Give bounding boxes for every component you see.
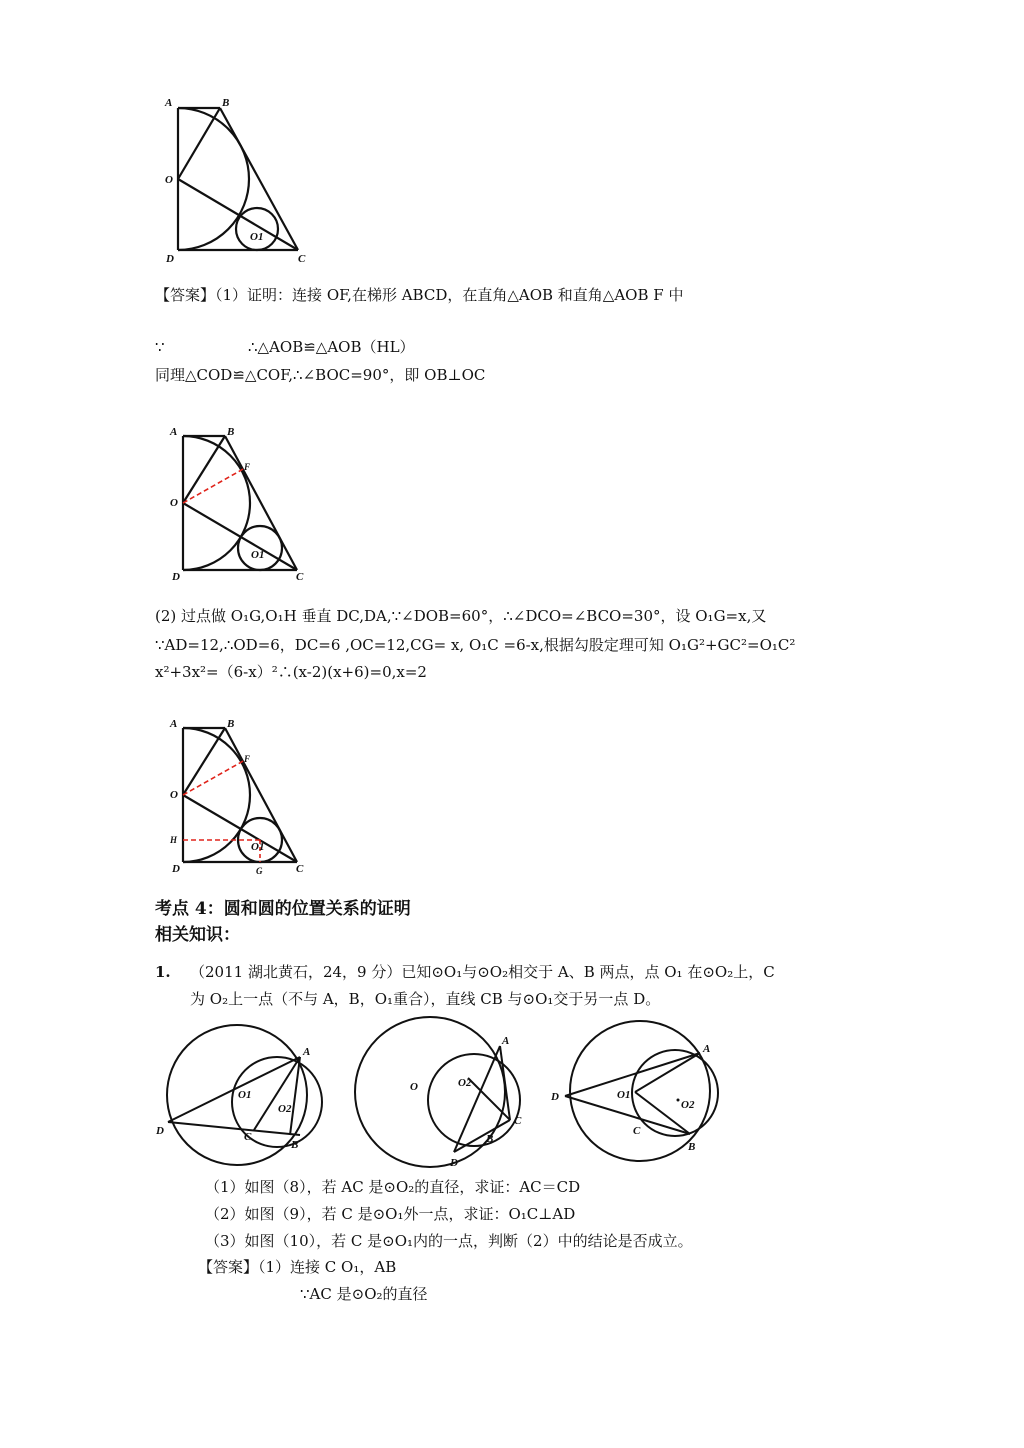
answer1-line2: ∴△AOB≌△AOB（HL） <box>248 338 415 356</box>
trapezoid-figure-2 <box>165 420 325 590</box>
label-c: C <box>296 863 304 875</box>
dashed-of <box>183 468 245 503</box>
label-o: O <box>410 1081 418 1093</box>
answer1-line1: 【答案】（1）证明：连接 OF,在梯形 ABCD，在直角△AOB 和直角△AOB F 中 <box>155 286 684 304</box>
label-o2: O2 <box>458 1077 472 1089</box>
label-d: D <box>450 1157 458 1169</box>
label-a: A <box>303 1046 311 1058</box>
label-b: B <box>227 718 235 730</box>
label-c: C <box>633 1125 641 1137</box>
answer2-line3: x²+3x²=（6-x）²∴(x-2)(x+6)=0,x=2 <box>155 663 427 681</box>
problem-line2: 为 O₂上一点（不与 A，B，O₁重合），直线 CB 与⊙O₁交于另一点 D。 <box>190 990 661 1008</box>
label-a: A <box>170 426 178 438</box>
label-o: O <box>170 789 178 801</box>
circle-o1 <box>236 208 278 250</box>
problem-line1: （2011 湖北黄石，24，9 分）已知⊙O₁与⊙O₂相交于 A、B 两点，点 O₁ 在⊙O₂上，C <box>190 963 775 981</box>
semicircle-arc <box>178 108 249 250</box>
question-3: （3）如图（10），若 C 是⊙O₁内的一点，判断（2）中的结论是否成立。 <box>205 1232 693 1250</box>
label-f: F <box>244 462 251 472</box>
answer1-line3: 同理△COD≌△COF,∴∠BOC=90°，即 OB⊥OC <box>155 366 486 384</box>
circle-figure-10 <box>545 1018 735 1168</box>
label-o: O <box>170 497 178 509</box>
circle-figure-8 <box>152 1022 342 1172</box>
label-d: D <box>172 863 180 875</box>
section-title: 考点 4：圆和圆的位置关系的证明 <box>155 899 411 919</box>
answer2-line2: ∵AD=12,∴OD=6，DC=6 ,OC=12,CG= x, O₁C =6-x,根据勾股定理可知 O₁G²+GC²=O₁C² <box>155 636 796 654</box>
answer2-line1: (2) 过点做 O₁G,O₁H 垂直 DC,DA,∵∠DOB=60°，∴∠DCO=∠BCO=30°，设 O₁G=x,又 <box>155 607 767 625</box>
question-1: （1）如图（8），若 AC 是⊙O₂的直径，求证：AC＝CD <box>205 1178 581 1196</box>
label-o1: O1 <box>238 1089 252 1101</box>
label-o1: O1 <box>250 231 264 243</box>
label-a: A <box>165 97 173 109</box>
label-c: C <box>296 571 304 583</box>
because-symbol: ∵ <box>155 338 165 356</box>
section-subtitle: 相关知识： <box>155 925 240 945</box>
answer-line2: ∵AC 是⊙O₂的直径 <box>300 1285 428 1303</box>
label-a: A <box>502 1035 510 1047</box>
problem-number: 1. <box>155 963 171 981</box>
trapezoid-figure-3 <box>165 712 325 882</box>
label-d: D <box>551 1091 559 1103</box>
label-a: A <box>170 718 178 730</box>
label-f: F <box>244 754 251 764</box>
label-o1: O1 <box>251 549 265 561</box>
label-o: O <box>165 174 173 186</box>
circle-figure-9 <box>352 1012 532 1172</box>
answer-line1: 【答案】（1）连接 C O₁，AB <box>198 1258 397 1276</box>
label-o1: O1 <box>251 841 265 853</box>
segment-bc <box>220 108 298 250</box>
trapezoid-figure-1 <box>160 92 320 267</box>
dashed-of <box>183 760 245 795</box>
label-g: G <box>256 866 263 876</box>
label-d: D <box>166 253 174 265</box>
label-b: B <box>688 1141 696 1153</box>
label-o2: O2 <box>278 1103 292 1115</box>
label-d: D <box>156 1125 164 1137</box>
label-b: B <box>227 426 235 438</box>
label-o1: O1 <box>617 1089 631 1101</box>
center-o2-dot <box>677 1099 680 1102</box>
label-a: A <box>703 1043 711 1055</box>
label-c: C <box>514 1115 522 1127</box>
question-2: （2）如图（9），若 C 是⊙O₁外一点，求证：O₁C⊥AD <box>205 1205 576 1223</box>
label-c: C <box>298 253 306 265</box>
label-d: D <box>172 571 180 583</box>
label-h: H <box>170 835 178 845</box>
label-o2: O2 <box>681 1099 695 1111</box>
label-c: C <box>244 1131 252 1143</box>
label-b: B <box>486 1133 494 1145</box>
label-b: B <box>222 97 230 109</box>
label-b: B <box>291 1139 299 1151</box>
